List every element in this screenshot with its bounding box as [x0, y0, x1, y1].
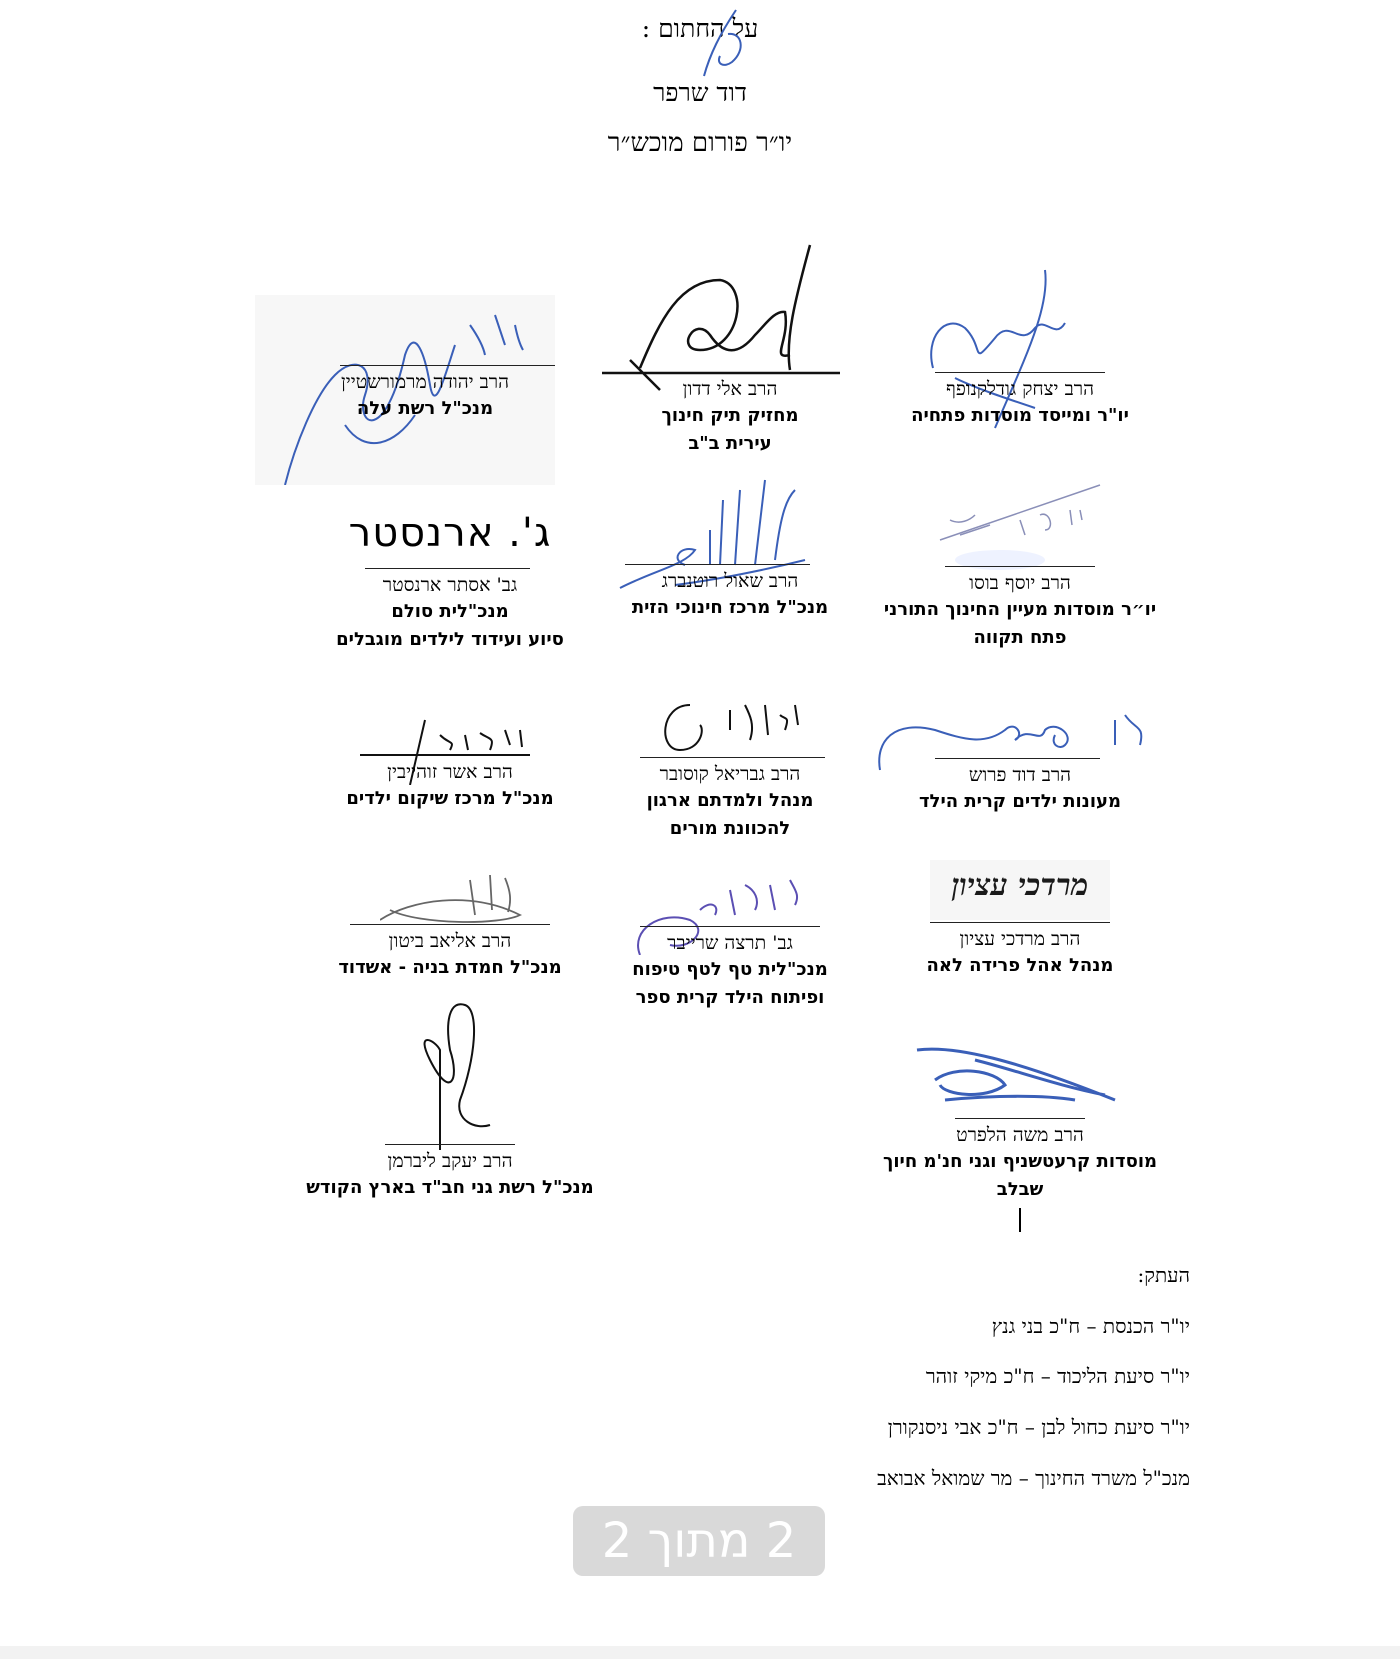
- signatory-role: מחזיק תיק חינוך: [661, 405, 799, 426]
- signatory-name: הרב אשר זוהייבין: [387, 761, 513, 783]
- signatory-block: [610, 860, 850, 1020]
- signatory-role: יו״ר מוסדות מעיין החינוך התורני: [883, 599, 1157, 620]
- signatory-block: [895, 268, 1145, 458]
- signatory-role: ופיתוח הילד קרית ספר: [635, 987, 825, 1008]
- signatory-block: [600, 695, 860, 855]
- signatory-role: מנכ"לית סולם: [391, 601, 509, 622]
- copy-line: יו"ר סיעת הליכוד – ח"כ מיקי זוהר: [925, 1364, 1190, 1388]
- signatory-role: מוסדות קרעטשניף וגני חנ'מ חיוך: [882, 1151, 1158, 1172]
- signature-biton: [380, 870, 540, 930]
- signatory-block: [330, 870, 570, 990]
- signatory-role: מעונות ילדים קרית הילד: [918, 791, 1122, 812]
- signature-buso: [930, 480, 1110, 575]
- signatory-role: מנכ"ל רשת גני חב"ד בארץ הקודש: [306, 1177, 594, 1198]
- signatory-name: הרב אליאב ביטון: [388, 930, 512, 952]
- signatory-block: [330, 715, 570, 815]
- signatory-name: גב' תרצה שרייבר: [667, 932, 793, 954]
- copy-line: מנכ"ל משרד החינוך – מר שמואל אבואב: [877, 1466, 1190, 1490]
- signatory-role: יו"ר ומייסד מוסדות פתחיה: [911, 405, 1129, 426]
- signatory-block: [880, 700, 1160, 820]
- signatory-block: [255, 295, 555, 485]
- signatory-block: [600, 470, 860, 630]
- copy-line: יו"ר הכנסת – ח"כ בני גנץ: [991, 1314, 1190, 1338]
- signature-etzion: מרדכי עציון: [951, 868, 1089, 903]
- signatory-role: מנהל ולמדתם ארגון: [646, 790, 814, 811]
- signatory-role: מנכ"לית טף לטף טיפוח: [632, 959, 828, 980]
- signatory-name: הרב דוד פרוש: [968, 764, 1072, 786]
- signatory-name: גב' אסתר ארנסטר: [382, 574, 518, 596]
- page-indicator: 2 מתוך 2: [573, 1506, 825, 1576]
- signer-title: יו״ר פורום מוכש״ר: [607, 128, 793, 158]
- signatory-role: מנכ"ל רשת עלה: [356, 398, 494, 419]
- signatory-name: הרב מרדכי עציון: [959, 928, 1081, 950]
- signatory-block: [600, 240, 860, 460]
- signatory-name: הרב יוסף בוסו: [969, 572, 1071, 594]
- signatory-role: פתח תקווה: [973, 627, 1067, 648]
- bottom-divider: [0, 1646, 1400, 1659]
- signatory-name: הרב גבריאל קוסובר: [659, 763, 801, 785]
- signatory-name: הרב משה הלפרט: [956, 1124, 1084, 1146]
- signatory-role: מנהל אהל פרידה לאה: [926, 955, 1114, 976]
- signature-halpert: [915, 1040, 1125, 1115]
- signed-label: על החתום :: [641, 14, 759, 43]
- signatory-block: [870, 1040, 1170, 1200]
- signatory-block: [320, 510, 580, 660]
- signature-kosover: [650, 695, 810, 765]
- signatory-role: מנכ"ל מרכז שיקום ילדים: [346, 788, 554, 809]
- signatory-role: שבלב: [996, 1179, 1044, 1200]
- signer-name: דוד שרפר: [653, 78, 747, 107]
- signatory-name: הרב יעקב ליברמן: [387, 1150, 513, 1172]
- signatory-role: סיוע ועידוד לילדים מוגבלים: [336, 629, 564, 650]
- signatory-block: [900, 860, 1140, 980]
- signature-liberman: [380, 1000, 520, 1150]
- signatory-name: הרב יהודה מרמורשטיין: [340, 371, 510, 393]
- signatory-block: [880, 480, 1160, 650]
- signatory-role: להכוונת מורים: [669, 818, 791, 839]
- signature-sharfer: [680, 4, 760, 84]
- text-cursor: [1019, 1208, 1021, 1232]
- signatory-name: הרב אלי דדון: [682, 378, 778, 400]
- signatory-role: מנכ"ל חמדת בניה - אשדוד: [338, 957, 562, 978]
- signatory-role: עירית ב"ב: [688, 433, 772, 454]
- signatory-role: מנכ"ל מרכז חינוכי הזית: [631, 597, 829, 618]
- signature-ernster: ג'. ארנסטר: [348, 510, 552, 556]
- copy-line: יו"ר סיעת כחול לבן – ח"כ אבי ניסנקורן: [887, 1415, 1190, 1439]
- signatory-name: הרב שאול רוטנברג: [661, 570, 799, 592]
- copy-label: העתק:: [1137, 1263, 1190, 1287]
- signatory-name: הרב יצחק גודלקנופף: [945, 378, 1094, 400]
- signatory-block: [290, 1000, 610, 1210]
